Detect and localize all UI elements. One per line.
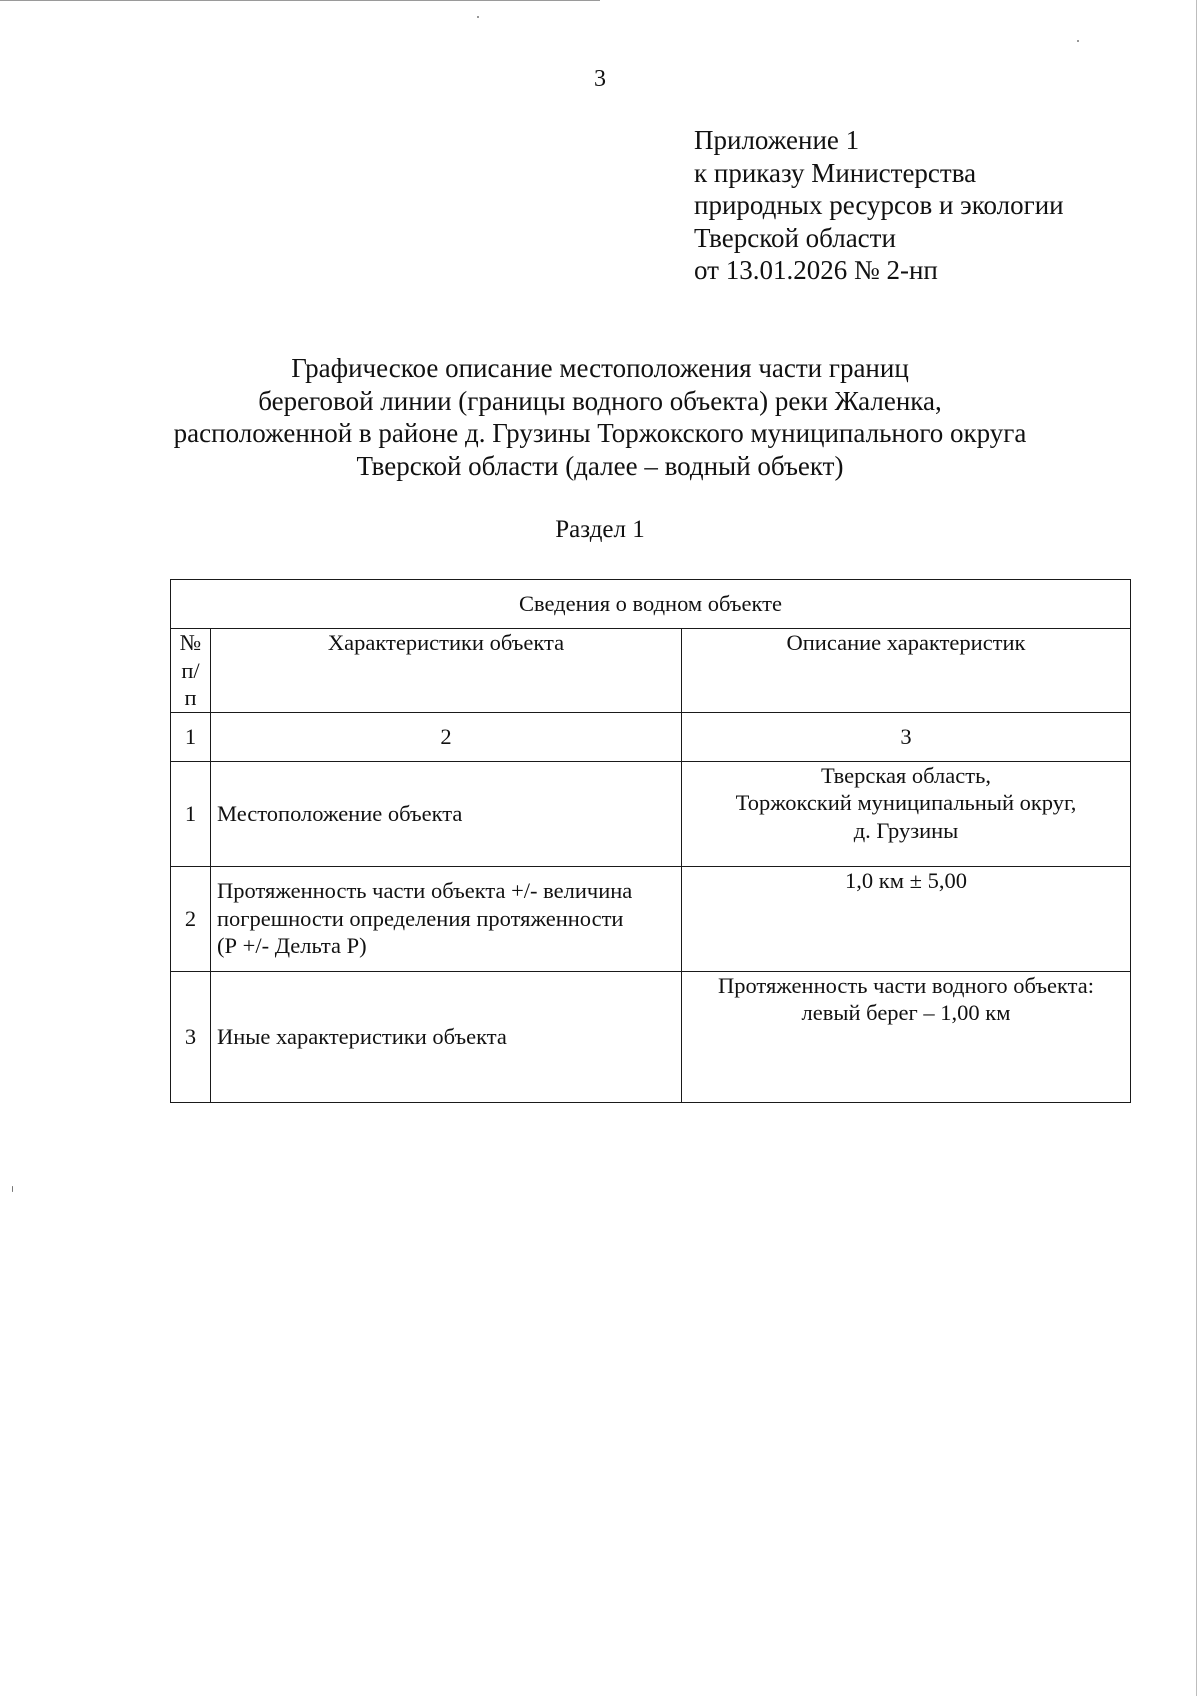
table-caption-row [171, 580, 1131, 629]
header-characteristic: Характеристики объекта [211, 629, 682, 713]
title-line: Тверской области (далее – водный объект) [356, 450, 844, 481]
row-number: 3 [171, 971, 211, 1102]
annex-line: от 13.01.2026 № 2-нп [694, 255, 938, 285]
row-characteristic: Протяженность части объекта +/- величина погрешности определения протяженности (Р +/- Дельта Р) [211, 866, 682, 971]
scan-speck [12, 1186, 13, 1192]
row-description: Протяженность части водного объекта: левый берег – 1,00 км [682, 971, 1131, 1102]
column-number: 3 [682, 712, 1131, 761]
document-title [0, 352, 1200, 482]
annex-line: к приказу Министерства [694, 157, 977, 188]
row-description: Тверская область, Торжокский муниципальный округ, д. Грузины [682, 761, 1131, 866]
section-title: Раздел 1 [555, 516, 645, 543]
scan-speck [1077, 40, 1079, 42]
annex-reference [694, 124, 1064, 287]
table-row [171, 971, 1131, 1102]
header-num: № п/п [171, 629, 211, 713]
table-caption: Сведения о водном объекте [171, 580, 1131, 629]
row-number: 2 [171, 866, 211, 971]
title-line: Графическое описание местоположения части границ [291, 353, 909, 383]
row-characteristic: Иные характеристики объекта [211, 971, 682, 1102]
title-line: береговой линии (границы водного объекта) реки Жаленка, [258, 385, 942, 416]
scan-edge-top [0, 0, 600, 1]
annex-line: Тверской области [694, 222, 896, 253]
header-description: Описание характеристик [682, 629, 1131, 713]
scan-edge-right [1196, 0, 1197, 1696]
column-number: 2 [211, 712, 682, 761]
annex-line: Приложение 1 [694, 125, 860, 155]
table-row [171, 761, 1131, 866]
table-row [171, 866, 1131, 971]
page-number: 3 [594, 66, 606, 92]
row-description: 1,0 км ± 5,00 [682, 866, 1131, 971]
water-object-table [170, 579, 1131, 1103]
title-line: расположенной в районе д. Грузины Торжокского муниципального округа [173, 418, 1027, 448]
scan-speck [477, 16, 479, 18]
column-number: 1 [171, 712, 211, 761]
column-number-row [171, 712, 1131, 761]
table-header-row [171, 629, 1131, 713]
row-characteristic: Местоположение объекта [211, 761, 682, 866]
row-number: 1 [171, 761, 211, 866]
annex-line: природных ресурсов и экологии [694, 190, 1064, 220]
